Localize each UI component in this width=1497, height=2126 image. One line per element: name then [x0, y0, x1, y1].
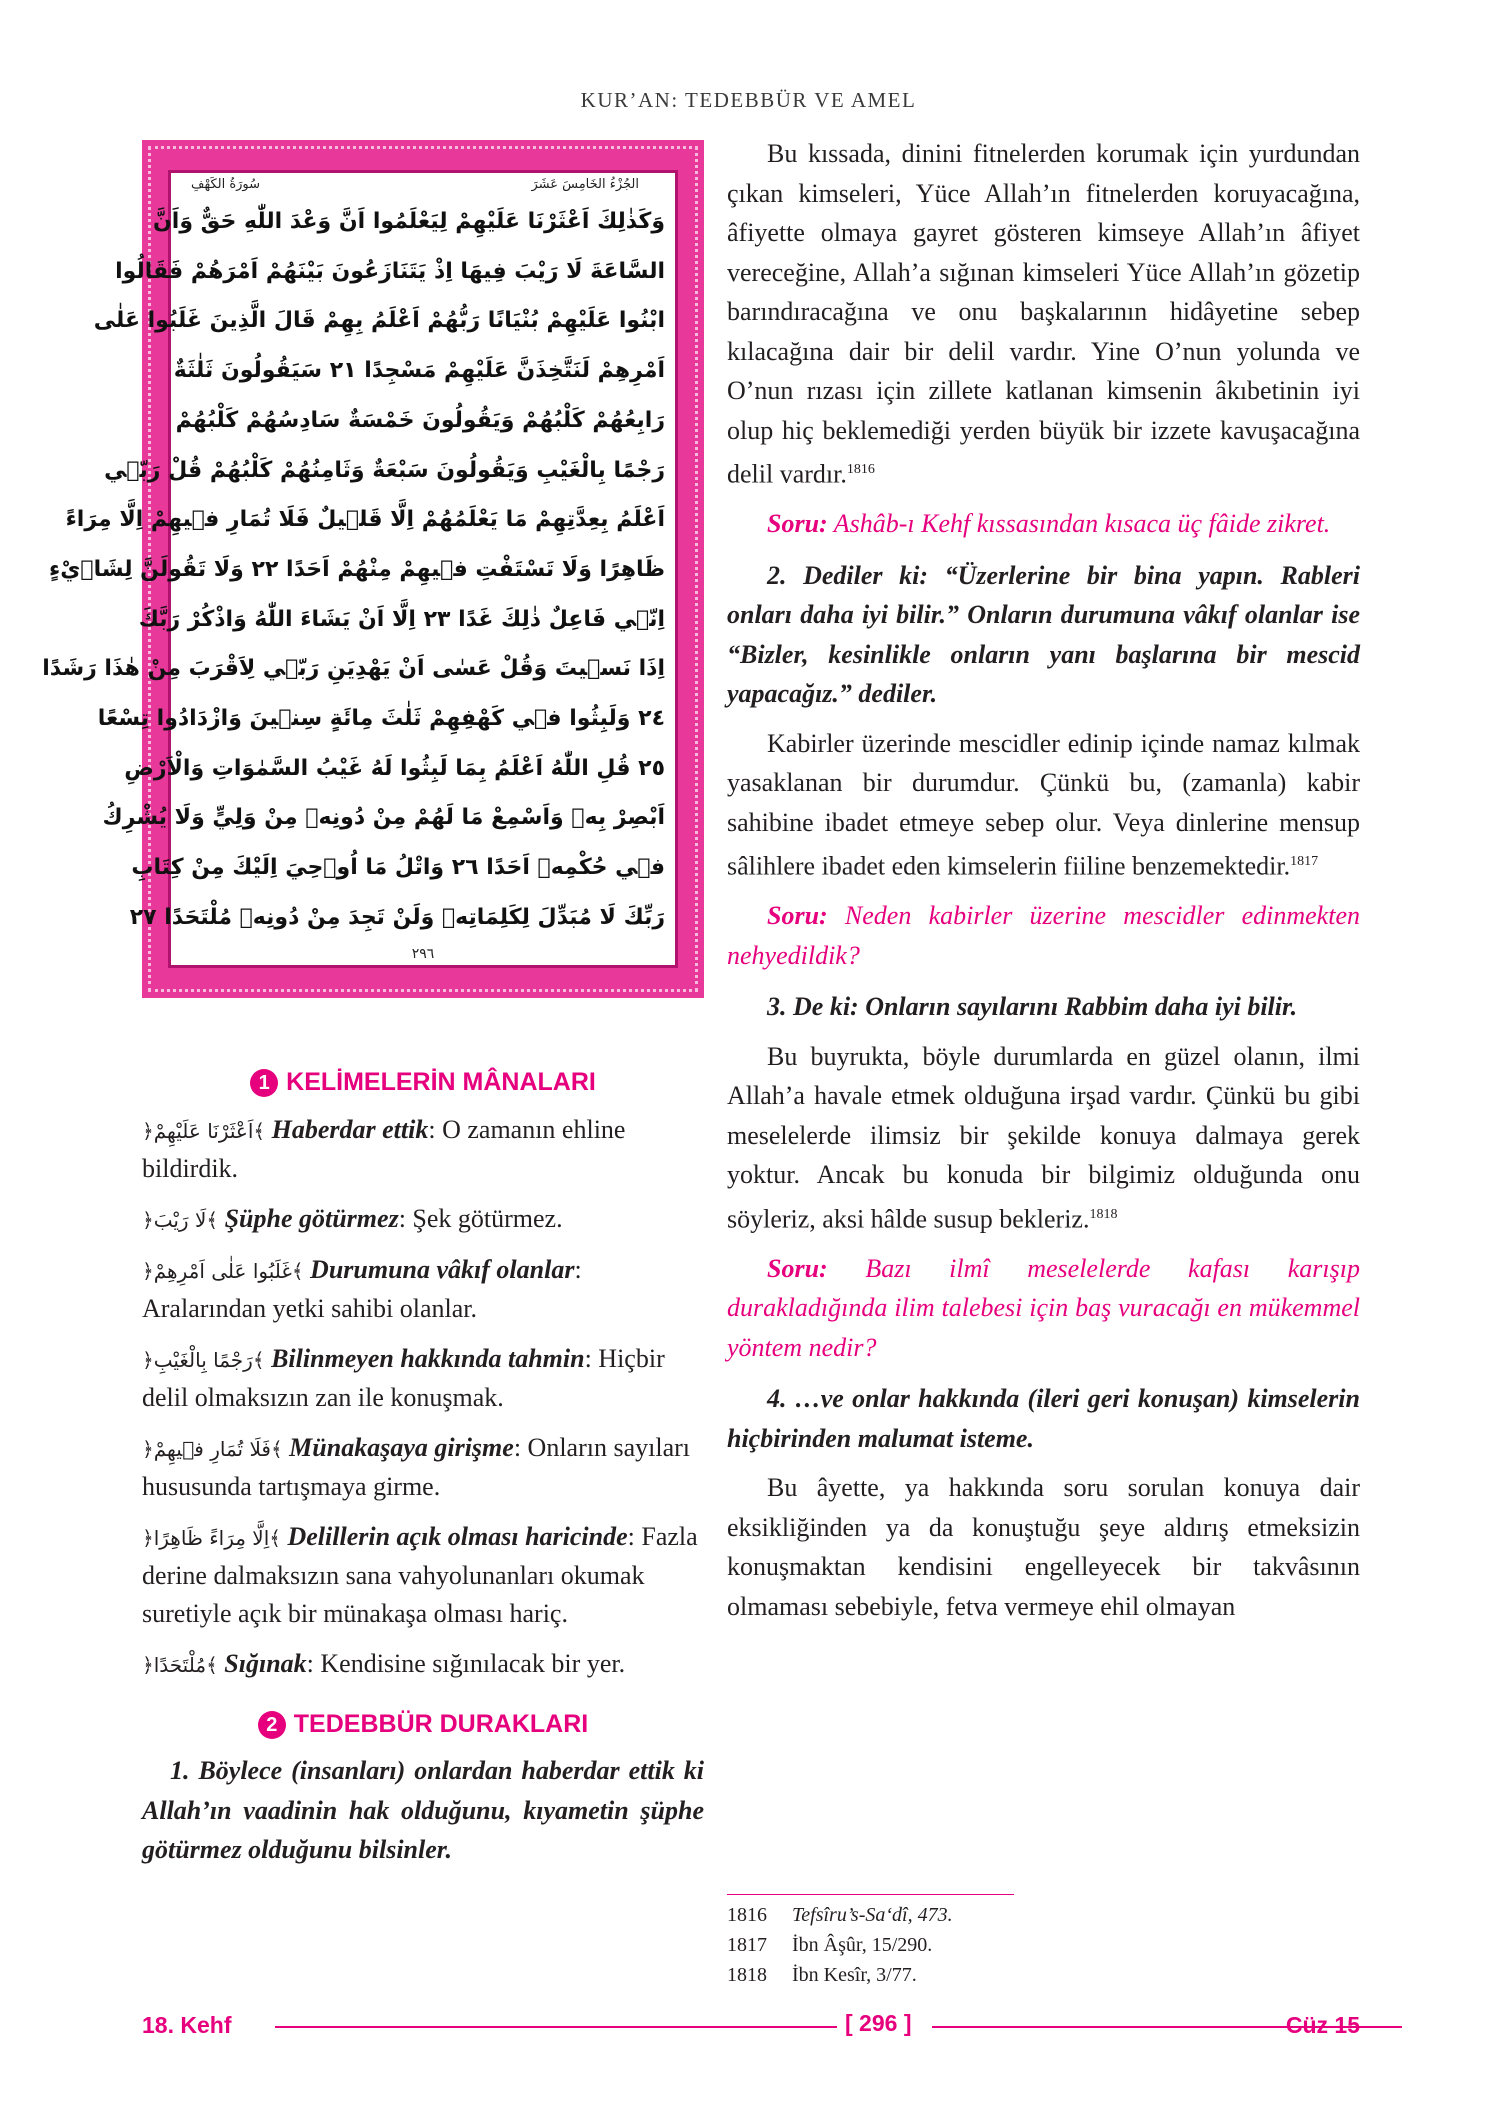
page-footer — [142, 2010, 1360, 2040]
arabic-term: ﴿اَعْثَرْنَا عَلَيْهِمْ﴾ — [142, 1119, 266, 1143]
paragraph-text: Bu buyrukta, böyle durumlarda en güzel olanın, ilmi Allah’a havale etmek olduğuna irşad vardır. Çünkü bu gibi meselelerde ilimsiz bir şekilde konuya dalmaya gerek yoktur. Ancak bu konuda bir bilgimiz olduğunda onu söyleriz, aksi hâlde susup bekleriz. — [727, 1041, 1360, 1234]
gloss-entry — [142, 1518, 704, 1633]
gloss-term: Münakaşaya girişme — [289, 1433, 514, 1462]
footnote-ref: 1818 — [1089, 1206, 1118, 1222]
gloss-definition: : Şek götürmez. — [398, 1204, 563, 1233]
mushaf-lines — [42, 203, 665, 937]
arabic-term: ﴿لَا رَيْبَ﴾ — [142, 1208, 219, 1232]
mushaf-line: رَجْمًا بِالْغَيْبِ وَيَقُولُونَ سَبْعَةٌ وَثَامِنُهُمْ كَلْبُهُمْ قُلْ رَبّ۪ي — [104, 457, 665, 483]
paragraph — [727, 1037, 1360, 1239]
gloss-definition: : Fazla derine dalmaksızın sana vahyolunanları okumak suretiyle açık bir münakaşa olması hariç. — [142, 1522, 698, 1628]
verse-1: 1. Böylece (insanları) onlardan haberdar ettik ki Allah’ın vaadinin hak olduğunu, kıyametin şüphe götürmez olduğunu bilsinler. — [142, 1756, 704, 1864]
gloss-definition: : Hiçbir delil olmaksızın zan ile konuşmak. — [142, 1344, 665, 1412]
gloss-definition: : Onların sayıları hususunda tartışmaya girme. — [142, 1433, 690, 1501]
gloss-term: Durumuna vâkıf olanlar — [310, 1255, 575, 1284]
footnote — [727, 1960, 953, 1990]
section-number-badge: 2 — [258, 1711, 286, 1739]
question-text: Neden kabirler üzerine mescidler edinmekten nehyedildik? — [727, 901, 1360, 970]
paragraph: Bu âyette, ya hakkında soru sorulan konuya dair eksikliğinden ya da konuştuğu şeye aldırış etmeksizin konuşmaktan kendisini engelleyecek bir takvâsının olmaması sebebiyle, fetva vermeye ehil olmayan — [727, 1473, 1360, 1621]
gloss-entry — [142, 1429, 704, 1506]
question — [727, 1249, 1360, 1368]
mushaf-header — [171, 171, 675, 197]
running-head: KUR’AN: TEDEBBÜR VE AMEL — [580, 88, 917, 112]
paragraph — [727, 724, 1360, 887]
arabic-term: ﴿غَلَبُوا عَلٰى اَمْرِهِمْ﴾ — [142, 1259, 304, 1283]
verse-4: 4. …ve onlar hakkında (ileri geri konuşan) kimselerin hiçbirinden malumat isteme. — [727, 1384, 1360, 1453]
footnote-ref: 1817 — [1290, 854, 1319, 870]
mushaf-line: ٢٤ وَلَبِثُوا ف۪ي كَهْفِهِمْ ثَلٰثَ مِائَةٍ سِن۪ينَ وَازْدَادُوا تِسْعًا — [97, 706, 665, 732]
gloss-entry — [142, 1111, 704, 1188]
question — [727, 504, 1360, 544]
mushaf-line: رَابِعُهُمْ كَلْبُهُمْ وَيَقُولُونَ خَمْسَةٌ سَادِسُهُمْ كَلْبُهُمْ — [175, 407, 665, 433]
footnote-number: 1817 — [727, 1934, 767, 1956]
footer-surah: 18. Kehf — [142, 2012, 232, 2038]
section-title: TEDEBBÜR DURAKLARI — [293, 1710, 589, 1738]
gloss-entry — [142, 1251, 704, 1328]
arabic-term: ﴿رَجْمًا بِالْغَيْبِ﴾ — [142, 1348, 265, 1372]
section-number-badge: 1 — [250, 1069, 278, 1097]
footer-juz: Cüz 15 — [1285, 2012, 1360, 2038]
question-label: Soru: — [767, 1253, 828, 1283]
mushaf-juz-name: الجُزْءُ الخَامِسَ عَشَرَ — [531, 177, 639, 192]
gloss-term: Şüphe götürmez — [224, 1204, 399, 1233]
footnote-number: 1818 — [727, 1964, 767, 1986]
gloss-term: Haberdar ettik — [271, 1115, 429, 1144]
mushaf-line: رَبِّكَ لَا مُبَدِّلَ لِكَلِمَاتِه۪ وَلَنْ تَجِدَ مِنْ دُونِه۪ مُلْتَحَدًا ٢٧ — [129, 904, 665, 930]
mushaf-surah-name: سُورَةُ الكَهْفِ — [191, 177, 261, 192]
footnote-ref: 1816 — [846, 462, 875, 477]
footnote-text: Tefsîru’s-Sa‘dî, 473. — [792, 1904, 953, 1926]
question-label: Soru: — [767, 901, 828, 931]
gloss-definition: : Aralarından yetki sahibi olanlar. — [142, 1255, 582, 1323]
footnote-divider — [727, 1894, 1014, 1895]
mushaf-line: اَعْلَمُ بِعِدَّتِهِمْ مَا يَعْلَمُهُمْ اِلَّا قَل۪يلٌ فَلَا تُمَارِ ف۪يهِمْ اِلَّا مِرَاءً — [65, 507, 665, 533]
mushaf-line: اِذَا نَس۪يتَ وَقُلْ عَسٰى اَنْ يَهْدِيَنِ رَبّ۪ي لِاَقْرَبَ مِنْ هٰذَا رَشَدًا — [42, 656, 665, 682]
mushaf-line: ظَاهِرًا وَلَا تَسْتَفْتِ ف۪يهِمْ مِنْهُمْ اَحَدًا ٢٢ وَلَا تَقُولَنَّ لِشَا۬يْءٍ — [49, 556, 665, 582]
question-text: Ashâb-ı Kehf kıssasından kısaca üç fâide zikret. — [827, 509, 1331, 539]
gloss-entry — [142, 1645, 704, 1684]
question-text: Bazı ilmî meselelerde kafası karışıp durakladığında ilim talebesi için baş vuracağı en mükemmel yöntem nedir? — [727, 1253, 1360, 1362]
left-column — [42, 140, 704, 1870]
mushaf-page-number: ٢٩٦ — [411, 946, 435, 962]
gloss-term: Bilinmeyen hakkında tahmin — [271, 1344, 585, 1373]
mushaf-line: اَبْصِرْ بِه۪ وَاَسْمِعْ مَا لَهُمْ مِنْ دُونِه۪ مِنْ وَلِيٍّ وَلَا يُشْرِكُ — [102, 805, 665, 831]
paragraph-text: Bu kıssada, dinini fitnelerden korumak için yurdundan çıkan kimseleri, Yüce Allah’ın fitnelerden koruyacağına, âfiyette olmaya gayret gösteren kimseye Allah’ın âfiyet vereceğine, Allah’a sığınan kimseleri Yüce Allah’ın gözetip barındıracağına ve onu başkalarının hidâyetine sebep kılacağına dair bir delil vardır. Yine O’nun yolunda ve O’nun rızası için zillete katlanan kimsenin âkıbetinin iyi olup hiç beklemediği yerden büyük bir izzete kavuşacağına delil vardır. — [727, 139, 1360, 489]
mushaf-line: السَّاعَةَ لَا رَيْبَ فِيهَا اِذْ يَتَنَازَعُونَ بَيْنَهُمْ اَمْرَهُمْ فَقَالُوا — [115, 258, 665, 284]
verse-2: 2. Dediler ki: “Üzerlerine bir bina yapın. Rableri onları daha iyi bilir.” Onların durumuna vâkıf olanlar ise “Bizler, kesinlikle onların yanı başlarına bir mescid yapacağız.” dediler. — [727, 560, 1360, 709]
mushaf-line: ابْنُوا عَلَيْهِمْ بُنْيَانًا رَبُّهُمْ اَعْلَمُ بِهِمْ قَالَ الَّذِينَ غَلَبُوا عَلٰى — [93, 308, 665, 334]
arabic-term: ﴿فَلَا تُمَارِ ف۪يهِمْ﴾ — [142, 1437, 283, 1461]
gloss-entry — [142, 1200, 704, 1239]
gloss-definition: : Kendisine sığınılacak bir yer. — [306, 1649, 626, 1678]
mushaf-text-frame — [42, 170, 678, 968]
mushaf-line: ف۪ي حُكْمِه۪ اَحَدًا ٢٦ وَاتْلُ مَا اُو۫حِيَ اِلَيْكَ مِنْ كِتَابِ — [131, 855, 665, 881]
mushaf-line: وَكَذٰلِكَ اَعْثَرْنَا عَلَيْهِمْ لِيَعْلَمُوا اَنَّ وَعْدَ اللّٰهِ حَقٌّ وَاَنَّ — [153, 209, 665, 234]
section-title: KELİMELERİN MÂNALARI — [286, 1068, 596, 1096]
gloss-entry — [142, 1340, 704, 1417]
footnote-text: İbn Kesîr, 3/77. — [792, 1964, 917, 1986]
footnote-number: 1816 — [727, 1904, 767, 1926]
arabic-term: ﴿مُلْتَحَدًا﴾ — [142, 1653, 218, 1677]
footnote — [727, 1930, 953, 1960]
gloss-definition: : O zamanın ehline bildirdik. — [142, 1115, 626, 1183]
section-heading-word-meanings — [142, 1068, 704, 1097]
gloss-term: Sığınak — [224, 1649, 307, 1678]
footnote-text: İbn Âşûr, 15/290. — [792, 1934, 933, 1956]
paragraph — [727, 134, 1360, 494]
footnotes — [727, 1900, 953, 1990]
mushaf-line: اِنّ۪ي فَاعِلٌ ذٰلِكَ غَدًا ٢٣ اِلَّا اَنْ يَشَاءَ اللّٰهُ وَاذْكُرْ رَبَّكَ — [138, 606, 665, 632]
mushaf-page — [42, 140, 704, 998]
verse-3: 3. De ki: Onların sayılarını Rabbim daha iyi bilir. — [767, 992, 1298, 1022]
footnote — [727, 1900, 953, 1930]
mushaf-line: اَمْرِهِمْ لَنَتَّخِذَنَّ عَلَيْهِمْ مَسْجِدًا ٢١ سَيَقُولُونَ ثَلٰثَةٌ — [173, 358, 665, 384]
arabic-term: ﴿اِلَّا مِرَاءً ظَاهِرًا﴾ — [142, 1526, 281, 1550]
question-label: Soru: — [767, 509, 828, 539]
footer-rule-left — [275, 2026, 837, 2028]
right-column — [727, 134, 1360, 1626]
mushaf-line: ٢٥ قُلِ اللّٰهُ اَعْلَمُ بِمَا لَبِثُوا لَهُ غَيْبُ السَّمٰوَاتِ وَالْاَرْضِ — [124, 755, 665, 781]
paragraph-text: Kabirler üzerinde mescidler edinip içinde namaz kılmak yasaklanan bir durumdur. Çünkü bu, (zamanla) kabir sahibine ibadet etmeye sebep olur. Veya dinlerine mensup sâlihlere ibadet eden kimselerin fiiline benzemektedir. — [727, 728, 1360, 881]
footer-page-number: [ 296 ] — [845, 2010, 912, 2036]
gloss-term: Delillerin açık olması haricinde — [287, 1522, 628, 1551]
section-heading-reflection-stops — [142, 1710, 704, 1739]
question — [727, 896, 1360, 975]
